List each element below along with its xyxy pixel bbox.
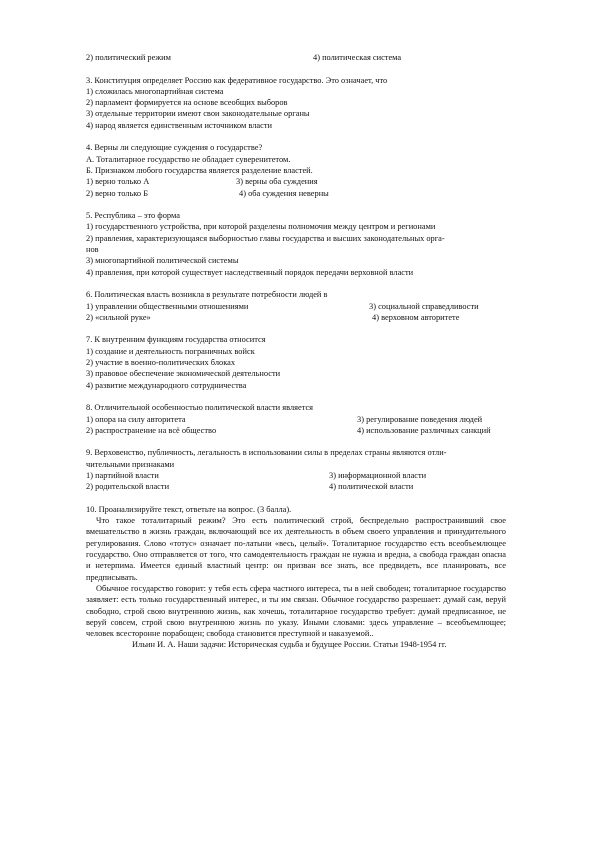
answer-option: 2) родительской власти [86, 482, 170, 492]
question-9 [86, 447, 506, 492]
answer-option: 4) верховном авторитете [372, 312, 460, 322]
answer-row [86, 481, 506, 492]
question-4 [86, 142, 506, 198]
question-6 [86, 289, 506, 323]
question-8 [86, 402, 506, 436]
document-page [86, 52, 506, 651]
answer-option: 1) управлении общественными отношениями [86, 301, 249, 311]
answer-option: 2) парламент формируется на основе всеобщих выборов [86, 98, 288, 108]
answer-option: 4) политическая система [313, 53, 402, 62]
question-text: 7. К внутренним функциям государства относится [86, 335, 266, 345]
answer-option: 3) верны оба суждения [236, 177, 318, 187]
answer-option: 3) правовое обеспечение экономической деятельности [86, 369, 281, 379]
answer-option: 2) верно только Б [86, 188, 149, 198]
question-text: 10. Проанализируйте текст, ответьте на вопрос. (3 балла). [86, 504, 292, 514]
question-3 [86, 75, 506, 131]
answer-row [86, 312, 506, 323]
answer-option: 1) верно только А [86, 177, 150, 187]
statement: А. Тоталитарное государство не обладает суверенитетом. [86, 154, 291, 164]
answer-option: 3) регулирование поведения людей [357, 414, 483, 424]
question-7 [86, 334, 506, 390]
answer-option: 4) народ является единственным источником власти [86, 120, 273, 130]
answer-row [86, 414, 506, 425]
answer-option: нов [86, 245, 99, 255]
question-10 [86, 504, 506, 651]
question-text: 6. Политическая власть возникла в результате потребности людей в [86, 290, 328, 300]
answer-option: 3) социальной справедливости [369, 301, 479, 311]
answer-option: 2) распространение на всё общество [86, 425, 217, 435]
answer-option: 3) отдельные территории имеют свои законодательные органы [86, 109, 310, 119]
answer-option: 4) правления, при которой существует наследственный порядок передачи верховной власти [86, 267, 414, 277]
answer-option: 2) «сильной руке» [86, 312, 151, 322]
answer-option: 4) политической власти [329, 482, 414, 492]
question-5 [86, 210, 506, 278]
question-text: 9. Верховенство, публичность, легальность в использовании силы в пределах страны являются отли- [86, 448, 447, 458]
answer-row [86, 188, 506, 199]
answer-row [86, 52, 506, 63]
answer-option: 1) партийной власти [86, 470, 159, 480]
question-text: чительными признаками [86, 459, 175, 469]
answer-option: 3) информационной власти [329, 470, 427, 480]
answer-option: 1) государственного устройства, при которой разделены полномочия между центром и регионами [86, 222, 436, 232]
question-text: 5. Республика – это форма [86, 211, 180, 221]
passage-source: Ильин И. А. Наши задачи: Историческая судьба и будущее России. Статьи 1948-1954 гг. [132, 640, 447, 650]
passage-paragraph: Что такое тоталитарный режим? Это есть политический строй, беспредельно распространивший свое вмешательство в жизнь граждан, включающий все их деятельность в объем своего управления и принудительного регулирования. Слово «тотус» означает по-латыни «весь, целый». Тоталитарное государство есть всеобъемлющее государство. Оно отправляется от того, что самодеятельность граждан не нужна и вредна, а свобода граждан опасна и нетерпима. Имеется единый властный центр: он призван все знать, все предвидеть, все планировать, все предписывать. [86, 516, 506, 582]
answer-row [86, 425, 506, 436]
passage-paragraph: Обычное государство говорит: у тебя есть сфера частного интереса, ты в ней свободен; тоталитарное государство заявляет: есть только государственный интерес, и ты им связан. Обычное государство разрешает: думай сам, веруй свободно, строй свою внутреннюю жизнь, как хочешь, тоталитарное государство требует: думай предписанное, не веруй совсем, строй свою внутреннюю жизнь по указу. Иными словами: здесь управление – всеобъемлющее; человек всесторонне порабощен; свобода становится преступной и наказуемой.. [86, 583, 506, 639]
question-text: 4. Верны ли следующие суждения о государстве? [86, 143, 263, 153]
answer-option: 2) правления, характеризующаяся выборностью главы государства и высших законодательных орга- [86, 233, 445, 243]
answer-row [86, 470, 506, 481]
answer-option: 2) политический режим [86, 53, 171, 62]
answer-option: 4) развитие международного сотрудничества [86, 380, 247, 390]
answer-option: 2) участие в военно-политических блоках [86, 358, 236, 368]
answer-option: 1) создание и деятельность пограничных войск [86, 346, 255, 356]
question-text: 8. Отличительной особенностью политической власти является [86, 403, 314, 413]
answer-row [86, 176, 506, 187]
answer-option: 1) сложилась многопартийная система [86, 86, 224, 96]
answer-row [86, 301, 506, 312]
statement: Б. Признаком любого государства является разделение властей. [86, 165, 313, 175]
answer-option: 1) опора на силу авторитета [86, 414, 186, 424]
answer-option: 4) оба суждения неверны [239, 188, 329, 198]
answer-option: 4) использование различных санкций [357, 425, 491, 435]
answer-option: 3) многопартийной политической системы [86, 256, 239, 266]
question-text: 3. Конституция определяет Россию как федеративное государство. Это означает, что [86, 75, 388, 85]
